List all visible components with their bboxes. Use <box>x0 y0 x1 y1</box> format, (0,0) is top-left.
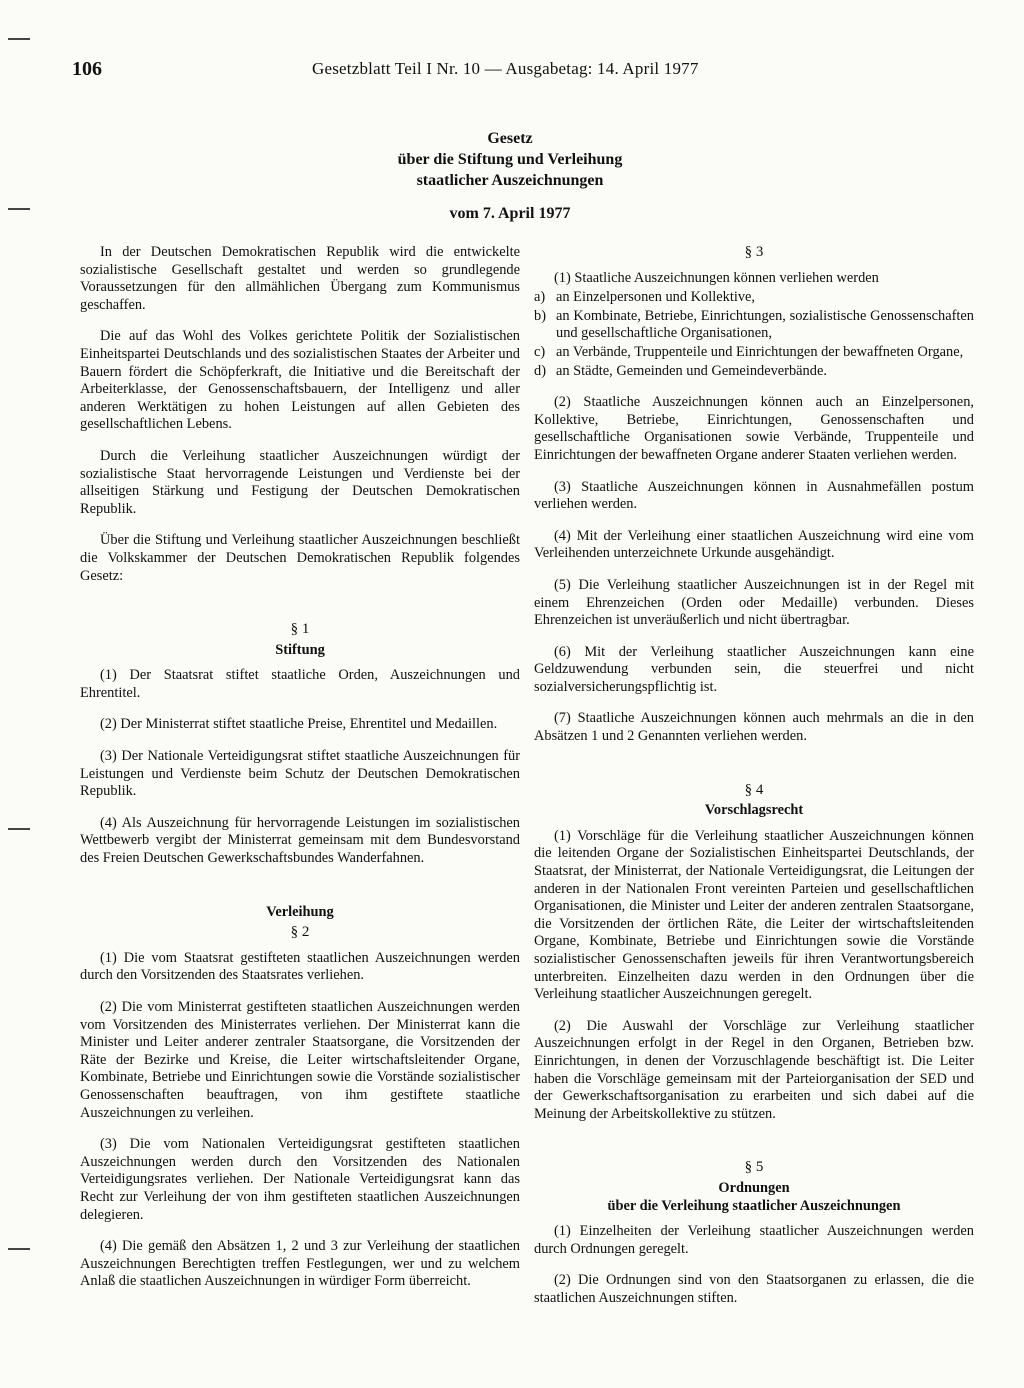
section-paragraph: (4) Die gemäß den Absätzen 1, 2 und 3 zur Verleihung der staatlichen Auszeichnungen Berechtigten treffen Festlegungen, wer und zu welchem Anlaß die staatlichen Auszeichnungen in würdiger Form überreicht. <box>80 1238 520 1290</box>
list-marker: c) <box>534 343 546 360</box>
section-paragraph: (1) Vorschläge für die Verleihung staatlicher Auszeichnungen können die leitenden Organe der Sozialistischen Einheitspartei Deutschlands, der Staatsrat, der Ministerrat, der Nationale Verteidigungsrat, die Leitungen der anderen in der Nationalen Front vereinten Parteien und gesellschaftlichen Organisationen, die Minister und Leiter der anderen zentralen Staatsorgane, die Vorsitzenden der örtlichen Räte, die Leiter der wirtschaftsleitenden Organe, Kombinate, Betriebe und Einrichtungen sowie die Vorstände sozialistischer Genossenschaften jeweils für ihren Verantwortungsbereich unterbreiten. Einzelheiten dazu werden in den Ordnungen über die Verleihung staatlicher Auszeichnungen geregelt. <box>534 827 974 1003</box>
title-line: über die Stiftung und Verleihung <box>397 151 623 168</box>
list-item <box>534 308 974 343</box>
page-number: 106 <box>72 58 102 80</box>
margin-mark <box>8 828 30 830</box>
section-heading: über die Verleihung staatlicher Auszeichnungen <box>607 1197 901 1214</box>
law-date: vom 7. April 1977 <box>449 205 571 222</box>
left-column <box>80 244 520 1305</box>
section-paragraph: (2) Die vom Ministerrat gestifteten staatlichen Auszeichnungen werden vom Vorsitzenden des Ministerrates verliehen. Der Ministerrat kann die Minister und Leiter anderer zentraler Staatsorgane, die Vorsitzenden der Räte der Bezirke und Kreise, die Leiter wirtschaftsleitender Organe, Kombinate, Betriebe und Einrichtungen sowie die Vorstände sozialistischer Genossenschaften beauftragen, von ihm gestiftete staatliche Auszeichnungen zu verleihen. <box>80 999 520 1121</box>
section-heading: Stiftung <box>275 641 325 658</box>
section-heading: Vorschlagsrecht <box>704 802 804 819</box>
section-heading: Verleihung <box>266 903 334 920</box>
section-paragraph: (3) Staatliche Auszeichnungen können in Ausnahmefällen postum verliehen werden. <box>534 478 974 513</box>
right-column <box>534 244 974 1322</box>
list-marker: d) <box>534 362 546 379</box>
law-title <box>300 128 720 224</box>
list-text: an Einzelpersonen und Kollektive, <box>556 289 756 306</box>
preamble-paragraph: Durch die Verleihung staatlicher Auszeichnungen würdigt der sozialistische Staat hervorragende Leistungen und Verdienste bei der allseitigen Stärkung und Festigung der Deutschen Demokratischen Republik. <box>80 447 520 517</box>
preamble-paragraph: Die auf das Wohl des Volkes gerichtete Politik der Sozialistischen Einheitspartei Deutschlands und des sozialistischen Staates der Arbeiter und Bauern fördert die Schöpferkraft, die Initiative und die Bereitschaft der Arbeiterklasse, der Genossenschaftsbauern, der Intelligenz und aller anderen Werktätigen zu hohen Leistungen auf allen Gebieten des gesellschaftlichen Lebens. <box>80 328 520 433</box>
section-paragraph: (6) Mit der Verleihung staatlicher Auszeichnungen kann eine Geldzuwendung verbunden sein, die steuerfrei und nicht sozialversicherungspflichtig ist. <box>534 643 974 695</box>
list-text: an Kombinate, Betriebe, Einrichtungen, sozialistische Genossenschaften und gesellschaftliche Organisationen, <box>556 307 974 342</box>
section-heading: Ordnungen <box>718 1179 790 1196</box>
title-line: staatlicher Auszeichnungen <box>416 172 604 189</box>
preamble-paragraph: Über die Stiftung und Verleihung staatlicher Auszeichnungen beschließt die Volkskammer der Deutschen Demokratischen Republik folgendes Gesetz: <box>80 532 520 584</box>
list-item <box>534 344 974 362</box>
section-paragraph: (7) Staatliche Auszeichnungen können auch mehrmals an die in den Absätzen 1 und 2 Genannten verliehen werden. <box>534 710 974 745</box>
section-paragraph: (2) Die Auswahl der Vorschläge zur Verleihung staatlicher Auszeichnungen erfolgt in der Regel in den Organen, Betrieben bzw. Einrichtungen, in denen der Vorzuschlagende beschäftigt ist. Die Leiter haben die Vorschläge gemeinsam mit der Parteiorganisation der SED und der Gewerkschaftsorganisation zu erarbeiten und sich dabei auf die Meinung der Arbeitskollektive zu stützen. <box>534 1017 974 1122</box>
section-paragraph: (3) Die vom Nationalen Verteidigungsrat gestifteten staatlichen Auszeichnungen werden durch den Vorsitzenden des Nationalen Verteidigungsrates verliehen. Der Nationale Verteidigungsrat kann das Recht zur Verleihung der von ihm gestifteten staatlichen Auszeichnungen delegieren. <box>80 1136 520 1223</box>
section-paragraph: (4) Mit der Verleihung einer staatlichen Auszeichnung wird eine vom Verleihenden unterzeichnete Urkunde ausgehändigt. <box>534 527 974 562</box>
section-paragraph: (3) Der Nationale Verteidigungsrat stiftet staatliche Auszeichnungen für Leistungen und Verdienste beim Schutz der Deutschen Demokratischen Republik. <box>80 748 520 800</box>
section-paragraph: (2) Staatliche Auszeichnungen können auch an Einzelpersonen, Kollektive, Betriebe, Einrichtungen, Genossenschaften und gesellschaftliche Organisationen sowie Verbände, Truppenteile und Einrichtungen der bewaffneten Organe anderer Staaten verliehen werden. <box>534 394 974 463</box>
margin-mark <box>8 1248 30 1250</box>
section-paragraph: (5) Die Verleihung staatlicher Auszeichnungen ist in der Regel mit einem Ehrenzeichen (Orden oder Medaille) verbunden. Dieses Ehrenzeichen ist unveräußerlich und nicht übertragbar. <box>534 576 974 629</box>
section-number: § 3 <box>744 244 764 260</box>
list-item <box>534 363 974 381</box>
list-marker: b) <box>534 307 546 324</box>
section-number: § 5 <box>744 1159 764 1176</box>
section-number: § 2 <box>290 924 310 941</box>
running-title: Gesetzblatt Teil I Nr. 10 — Ausgabetag: 14. April 1977 <box>312 59 699 78</box>
section-paragraph: (1) Der Staatsrat stiftet staatliche Orden, Auszeichnungen und Ehrentitel. <box>80 667 520 701</box>
margin-mark <box>8 208 30 210</box>
title-line: Gesetz <box>487 130 533 147</box>
section-paragraph: (2) Die Ordnungen sind von den Staatsorganen zu erlassen, die die staatlichen Auszeichnungen stiften. <box>534 1272 974 1306</box>
section-paragraph: (2) Der Ministerrat stiftet staatliche Preise, Ehrentitel und Medaillen. <box>100 716 498 733</box>
margin-mark <box>8 38 30 40</box>
list-text: an Städte, Gemeinden und Gemeindeverbände. <box>556 362 827 379</box>
list-text: an Verbände, Truppenteile und Einrichtungen der bewaffneten Organe, <box>556 343 964 360</box>
page-header <box>72 58 972 84</box>
section-paragraph: (1) Die vom Staatsrat gestifteten staatlichen Auszeichnungen werden durch den Vorsitzenden des Staatsrates verliehen. <box>80 949 520 984</box>
list-item <box>534 289 974 307</box>
section-number: § 4 <box>744 781 764 798</box>
preamble-paragraph: In der Deutschen Demokratischen Republik wird die entwickelte sozialistische Gesellschaft gestaltet und werden so grundlegende Voraussetzungen für den allmählichen Übergang zum Kommunismus geschaffen. <box>80 244 520 313</box>
list-marker: a) <box>534 289 546 306</box>
section-paragraph: (1) Staatliche Auszeichnungen können verliehen werden <box>554 269 879 286</box>
section-number: § 1 <box>290 621 310 638</box>
section-paragraph: (4) Als Auszeichnung für hervorragende Leistungen im sozialistischen Wettbewerb vergibt der Ministerrat gemeinsam mit dem Bundesvorstand des Freien Deutschen Gewerkschaftsbundes Wanderfahnen. <box>80 814 520 867</box>
section-paragraph: (1) Einzelheiten der Verleihung staatlicher Auszeichnungen werden durch Ordnungen geregelt. <box>534 1223 974 1257</box>
